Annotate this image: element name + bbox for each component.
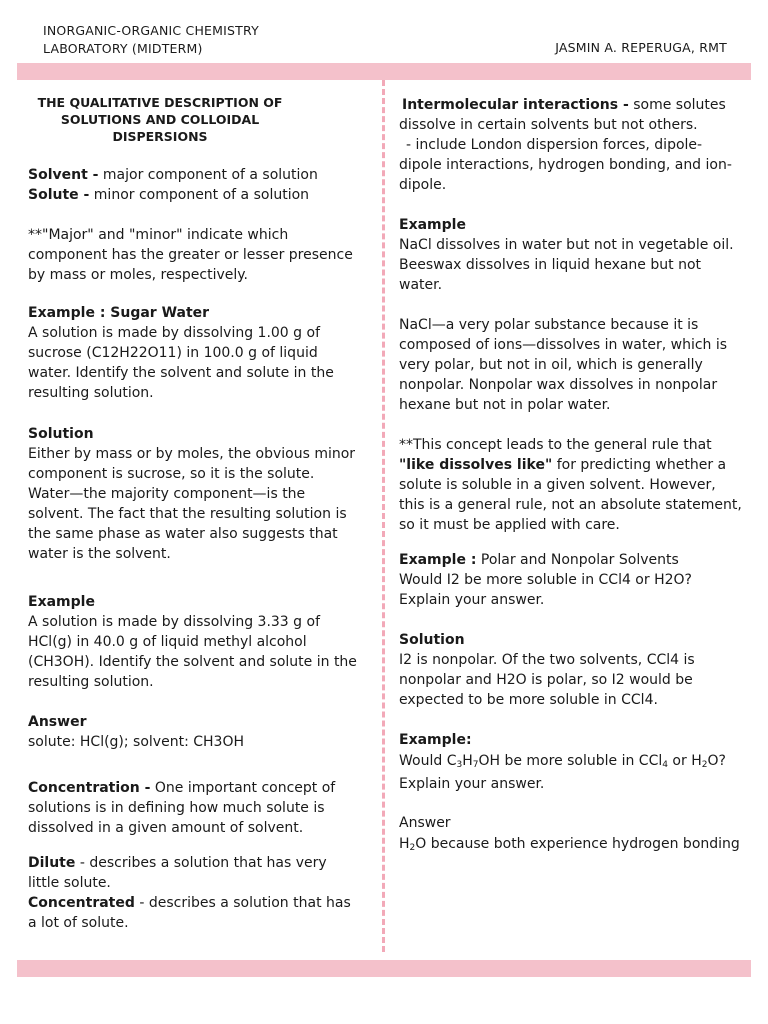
- concentrated-term: Concentrated: [28, 895, 135, 911]
- intermolecular-list: - include London dispersion forces, dipole-dipole interactions, hydrogen bonding, and ion-dipole.: [399, 137, 732, 193]
- rule-pre: **This concept leads to the general rule that: [399, 437, 712, 453]
- ans5-a1: H: [399, 836, 410, 852]
- solution4-text: I2 is nonpolar. Of the two solvents, CCl4 is nonpolar and H2O is polar, so I2 would be expected to be more soluble in CCl4.: [399, 652, 695, 708]
- answer2-heading-text: Answer: [28, 714, 87, 730]
- solvent-term: Solvent -: [28, 167, 99, 183]
- example3-heading: [399, 215, 744, 235]
- ex5-s1: 3: [456, 760, 463, 770]
- example5-question: [399, 750, 744, 796]
- column-divider: [382, 80, 385, 952]
- ex5-s4: 2: [701, 760, 708, 770]
- course-title-line2: LABORATORY (MIDTERM): [43, 41, 203, 56]
- example3-explanation: NaCl—a very polar substance because it is composed of ions—dissolves in water, which is very polar, but not in oil, which is generally nonpolar. Nonpolar wax dissolves in nonpolar hexane but not in polar water.: [399, 317, 728, 413]
- example3-heading-text: Example: [399, 217, 466, 233]
- example4-title: Polar and Nonpolar Solvents: [476, 552, 679, 568]
- example2-text: A solution is made by dissolving 3.33 g of HCl(g) in 40.0 g of liquid methyl alcohol (CH3OH). Identify the solvent and solute in the resulting solution.: [28, 614, 357, 690]
- major-minor-note: **"Major" and "minor" indicate which component has the greater or lesser presence by mass or moles, respectively.: [28, 227, 353, 283]
- section-title: [26, 94, 294, 145]
- intermolecular-definition: [399, 95, 744, 135]
- example5-heading-text: Example:: [399, 732, 472, 748]
- concentration-term: Concentration -: [28, 780, 151, 796]
- ex5-q5: O?: [707, 753, 726, 769]
- example2-heading: [28, 592, 358, 612]
- solution4-heading-text: Solution: [399, 632, 465, 648]
- example1-heading-text: Example : Sugar Water: [28, 305, 210, 321]
- ex5-s2: 7: [472, 760, 479, 770]
- solute-def: minor component of a solution: [89, 187, 310, 203]
- intermolecular-term: Intermolecular interactions -: [402, 97, 629, 113]
- answer5-text: [399, 833, 744, 855]
- author-name: JASMIN A. REPERUGA, RMT: [555, 40, 727, 55]
- solution1-text: Either by mass or by moles, the obvious minor component is sucrose, so it is the solute. Water—the majority component—is the solvent. The fact that the resulting solution is the same phase as water also suggests that water is the solvent.: [28, 446, 356, 562]
- ans5-a2: O because both experience hydrogen bonding: [415, 836, 740, 852]
- example3-text: NaCl dissolves in water but not in vegetable oil. Beeswax dissolves in liquid hexane but not water.: [399, 237, 734, 293]
- solvent-definition: [28, 165, 358, 185]
- ex5-q6: Explain your answer.: [399, 776, 545, 792]
- bottom-pink-band: [17, 960, 751, 977]
- ex5-q4: or H: [667, 753, 702, 769]
- example1-heading: [28, 303, 358, 323]
- ex5-q1: Would C: [399, 753, 457, 769]
- solution4-heading: [399, 630, 744, 650]
- concentrated-definition: [28, 893, 358, 933]
- rule-bold: "like dissolves like": [399, 457, 553, 473]
- section-title-line3: DISPERSIONS: [112, 129, 208, 144]
- dilute-definition: [28, 853, 358, 893]
- dilute-def: - describes a solution that has very little solute.: [28, 855, 327, 891]
- answer2-text: solute: HCl(g); solvent: CH3OH: [28, 734, 244, 750]
- example5-heading: [399, 730, 744, 750]
- example2-heading-text: Example: [28, 594, 95, 610]
- top-pink-band: [17, 63, 751, 80]
- solution1-heading: [28, 424, 358, 444]
- solute-definition: [28, 185, 358, 205]
- like-dissolves-like-rule: [399, 435, 744, 535]
- intermolecular-def: some solutes dissolve in certain solvents but not others.: [399, 97, 726, 133]
- solute-term: Solute -: [28, 187, 90, 203]
- rule-post: for predicting whether a solute is soluble in a given solvent. However, this is a general rule, not an absolute statement, so it must be applied with care.: [399, 457, 742, 533]
- example1-text: A solution is made by dissolving 1.00 g of sucrose (C12H22O11) in 100.0 g of liquid water. Identify the solvent and solute in the resulting solution.: [28, 325, 334, 401]
- example4-text: Would I2 be more soluble in CCl4 or H2O? Explain your answer.: [399, 572, 692, 608]
- concentration-def: One important concept of solutions is in defining how much solute is dissolved in a given amount of solvent.: [28, 780, 336, 836]
- ex5-q2: H: [462, 753, 473, 769]
- section-title-line2: SOLUTIONS AND COLLOIDAL: [60, 112, 260, 127]
- answer5-heading: Answer: [399, 815, 451, 831]
- ex5-q3: OH be more soluble in CCl: [478, 753, 663, 769]
- example4-term: Example :: [399, 552, 477, 568]
- course-title: [43, 22, 259, 58]
- example4-heading: [399, 550, 744, 570]
- dilute-term: Dilute: [28, 855, 76, 871]
- course-title-line1: INORGANIC-ORGANIC CHEMISTRY: [43, 23, 259, 38]
- answer2-heading: [28, 712, 358, 732]
- concentrated-def: - describes a solution that has a lot of solute.: [28, 895, 351, 931]
- left-column: [28, 94, 358, 933]
- ex5-s3: 4: [662, 760, 668, 770]
- right-column: [399, 95, 744, 855]
- section-title-line1: THE QUALITATIVE DESCRIPTION OF: [37, 95, 283, 110]
- solvent-def: major component of a solution: [98, 167, 318, 183]
- concentration-definition: [28, 778, 358, 838]
- ans5-s1: 2: [409, 843, 416, 853]
- solution1-heading-text: Solution: [28, 426, 94, 442]
